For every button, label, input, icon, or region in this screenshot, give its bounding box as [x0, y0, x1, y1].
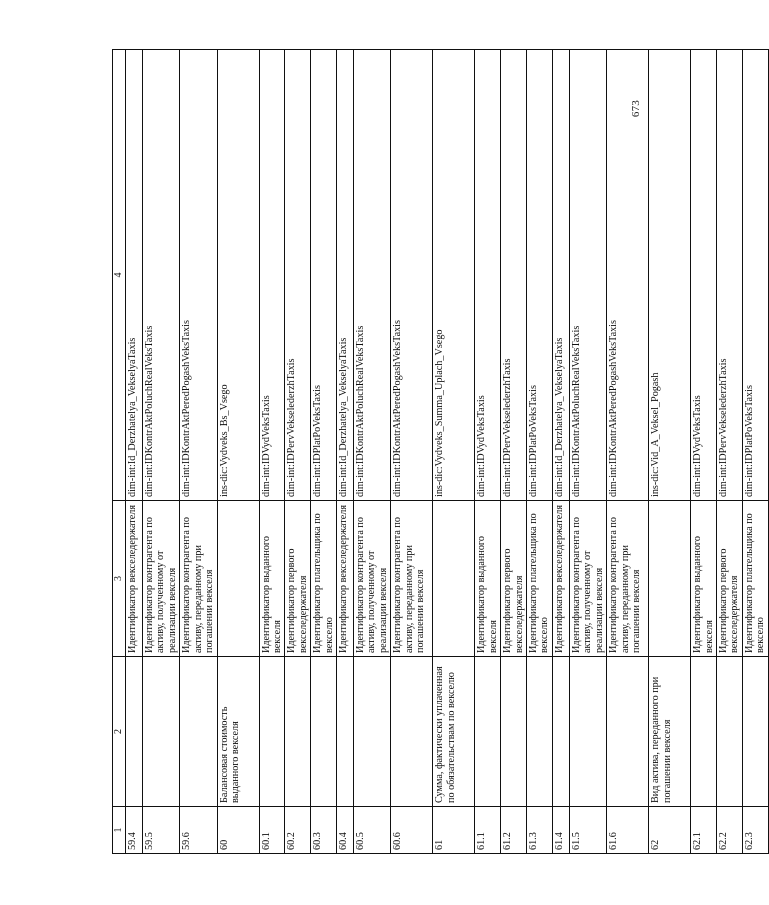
dimension-description-cell: Идентификатор контрагента по активу, полученному от реализации векселя [143, 501, 180, 657]
row-number-cell: 59.5 [143, 807, 180, 854]
taxonomy-code-cell: dim-int:IDVydVeksTaxis [259, 50, 285, 501]
taxonomy-code-cell: dim-int:IDPervVekselederzhTaxis [716, 50, 742, 501]
row-number-cell: 62.1 [691, 807, 717, 854]
table-row [527, 50, 553, 854]
taxonomy-code-cell: dim-int:IDKontrAktPeredPogashVeksTaxis [180, 50, 217, 501]
taxonomy-code-cell: dim-int:IDPlatPoVeksTaxis [527, 50, 553, 501]
table-row [691, 50, 717, 854]
indicator-name-cell [143, 657, 180, 807]
dimension-description-cell: Идентификатор плательщика по векселю [527, 501, 553, 657]
dimension-description-cell: Идентификатор плательщика по векселю [311, 501, 337, 657]
header-col-3: 3 [113, 501, 126, 657]
taxonomy-code-cell: dim-int:IDKontrAktPeredPogashVeksTaxis [607, 50, 649, 501]
dimension-description-cell [217, 501, 259, 657]
indicator-name-cell [337, 657, 354, 807]
table-row [259, 50, 285, 854]
table-row [337, 50, 354, 854]
indicator-name-cell: Балансовая стоимость выданного векселя [217, 657, 259, 807]
table-row [501, 50, 527, 854]
row-number-cell: 61.1 [475, 807, 501, 854]
table-row [742, 50, 768, 854]
page-number: 673 [630, 100, 642, 118]
dimension-description-cell: Идентификатор векселедержателя [337, 501, 354, 657]
taxonomy-code-cell: dim-int:IDKontrAktPeredPogashVeksTaxis [391, 50, 433, 501]
dimension-description-cell [649, 501, 691, 657]
indicator-name-cell [391, 657, 433, 807]
taxonomy-code-cell: ins-dic:Vydveks_Summa_Uplach_Vsego [433, 50, 475, 501]
row-number-cell: 60 [217, 807, 259, 854]
dimension-description-cell: Идентификатор выданного векселя [259, 501, 285, 657]
indicator-name-cell [569, 657, 606, 807]
row-number-cell: 60.3 [311, 807, 337, 854]
indicator-name-cell [501, 657, 527, 807]
taxonomy-code-cell: dim-int:Id_Derzhatelya_VekselyaTaxis [126, 50, 143, 501]
dimension-description-cell: Идентификатор первого векселедержателя [285, 501, 311, 657]
row-number-cell: 61.4 [552, 807, 569, 854]
table-row [649, 50, 691, 854]
taxonomy-code-cell: dim-int:IDVydVeksTaxis [691, 50, 717, 501]
dimension-description-cell: Идентификатор векселедержателя [126, 501, 143, 657]
taxonomy-code-cell: dim-int:IDKontrAktPoluchRealVeksTaxis [569, 50, 606, 501]
taxonomy-code-cell: dim-int:IDPervVekselederzhTaxis [501, 50, 527, 501]
document-table [112, 49, 769, 854]
taxonomy-code-cell: dim-int:Id_Derzhatelya_VekselyaTaxis [552, 50, 569, 501]
dimension-description-cell: Идентификатор выданного векселя [475, 501, 501, 657]
indicator-name-cell [607, 657, 649, 807]
taxonomy-code-cell: ins-dic:Vydveks_Bs_Vsego [217, 50, 259, 501]
row-number-cell: 60.6 [391, 807, 433, 854]
table-row [716, 50, 742, 854]
taxonomy-code-cell: dim-int:IDPlatPoVeksTaxis [742, 50, 768, 501]
indicator-name-cell [311, 657, 337, 807]
dimension-description-cell: Идентификатор контрагента по активу, полученному от реализации векселя [569, 501, 606, 657]
dimension-description-cell: Идентификатор контрагента по активу, полученному от реализации векселя [354, 501, 391, 657]
table-row [311, 50, 337, 854]
table-row [354, 50, 391, 854]
indicator-name-cell [285, 657, 311, 807]
row-number-cell: 62.3 [742, 807, 768, 854]
dimension-description-cell [433, 501, 475, 657]
taxonomy-code-cell: dim-int:IDKontrAktPoluchRealVeksTaxis [354, 50, 391, 501]
taxonomy-code-cell: dim-int:IDVydVeksTaxis [475, 50, 501, 501]
row-number-cell: 60.4 [337, 807, 354, 854]
table-row [126, 50, 143, 854]
dimension-description-cell: Идентификатор векселедержателя [552, 501, 569, 657]
table-row [285, 50, 311, 854]
indicator-name-cell [552, 657, 569, 807]
dimension-description-cell: Идентификатор выданного векселя [691, 501, 717, 657]
row-number-cell: 61.2 [501, 807, 527, 854]
header-col-2: 2 [113, 657, 126, 807]
indicator-name-cell [180, 657, 217, 807]
row-number-cell: 60.2 [285, 807, 311, 854]
row-number-cell: 61.6 [607, 807, 649, 854]
dimension-description-cell: Идентификатор первого векселедержателя [501, 501, 527, 657]
indicator-name-cell: Сумма, фактически уплаченная по обязательствам по векселю [433, 657, 475, 807]
indicator-name-cell [742, 657, 768, 807]
row-number-cell: 59.4 [126, 807, 143, 854]
row-number-cell: 59.6 [180, 807, 217, 854]
indicator-name-cell [527, 657, 553, 807]
dimension-description-cell: Идентификатор контрагента по активу, переданному при погашении векселя [391, 501, 433, 657]
indicator-name-cell [691, 657, 717, 807]
table-row [552, 50, 569, 854]
table-row [607, 50, 649, 854]
taxonomy-code-cell: ins-dic:Vid_A_Veksel_Pogash [649, 50, 691, 501]
table-header [113, 50, 126, 854]
taxonomy-code-cell: dim-int:IDKontrAktPoluchRealVeksTaxis [143, 50, 180, 501]
header-col-1: 1 [113, 807, 126, 854]
row-number-cell: 61.5 [569, 807, 606, 854]
table-row [475, 50, 501, 854]
row-number-cell: 62.2 [716, 807, 742, 854]
table-row [217, 50, 259, 854]
taxonomy-code-cell: dim-int:IDPervVekselederzhTaxis [285, 50, 311, 501]
indicator-name-cell [475, 657, 501, 807]
indicator-name-cell: Вид актива, переданного при погашении векселя [649, 657, 691, 807]
dimension-description-cell: Идентификатор контрагента по активу, переданному при погашении векселя [607, 501, 649, 657]
table-row [180, 50, 217, 854]
row-number-cell: 60.5 [354, 807, 391, 854]
row-number-cell: 60.1 [259, 807, 285, 854]
indicator-name-cell [126, 657, 143, 807]
dimension-description-cell: Идентификатор контрагента по активу, переданному при погашении векселя [180, 501, 217, 657]
indicator-name-cell [354, 657, 391, 807]
dimension-description-cell: Идентификатор плательщика по векселю [742, 501, 768, 657]
table-row [391, 50, 433, 854]
table-body [126, 50, 769, 854]
dimension-description-cell: Идентификатор первого векселедержателя [716, 501, 742, 657]
header-col-4: 4 [113, 50, 126, 501]
indicator-name-cell [716, 657, 742, 807]
table-row [433, 50, 475, 854]
taxonomy-code-cell: dim-int:IDPlatPoVeksTaxis [311, 50, 337, 501]
row-number-cell: 62 [649, 807, 691, 854]
row-number-cell: 61.3 [527, 807, 553, 854]
taxonomy-code-cell: dim-int:Id_Derzhatelya_VekselyaTaxis [337, 50, 354, 501]
row-number-cell: 61 [433, 807, 475, 854]
table-row [569, 50, 606, 854]
table-row [143, 50, 180, 854]
indicator-name-cell [259, 657, 285, 807]
